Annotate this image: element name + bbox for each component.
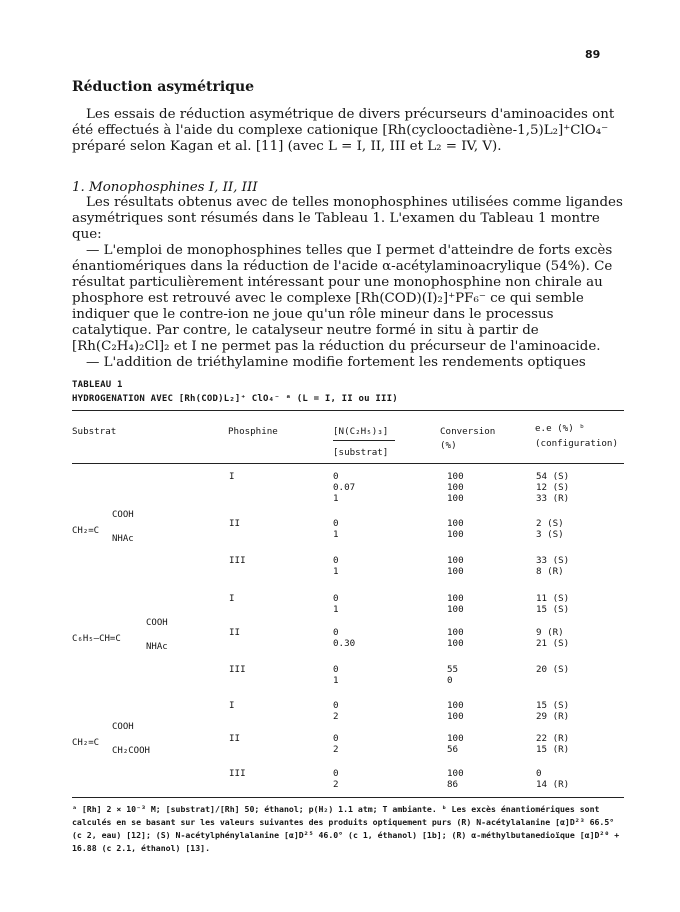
ratio-cell-value: 1: [333, 566, 339, 577]
ee-cell-value: 12 (S): [536, 482, 570, 493]
header-ee: e.e (%) ᵇ: [535, 423, 585, 434]
conversion-cell: [447, 471, 464, 504]
ee-cell-value: 9 (R): [536, 627, 564, 638]
phosphine-cell: III: [229, 664, 246, 675]
ratio-fraction-bar: [333, 440, 395, 441]
phosphine-cell: III: [229, 768, 246, 779]
body-paragraphs: [72, 195, 632, 371]
conversion-cell-value: 100: [447, 493, 464, 504]
substrate-1: [72, 510, 134, 545]
substrate-3-bottom: CH₂COOH: [112, 746, 150, 756]
ee-cell: [536, 471, 569, 504]
ee-cell-value: 54 (S): [536, 471, 570, 482]
ee-cell: [536, 733, 569, 755]
intro-paragraph: [72, 107, 632, 155]
ratio-cell-value: 0: [333, 733, 339, 744]
conversion-cell-value: 100: [447, 768, 464, 779]
ee-cell-value: 8 (R): [536, 566, 564, 577]
ratio-cell: [333, 593, 339, 615]
conversion-cell-value: 100: [447, 482, 464, 493]
conversion-cell-value: 100: [447, 518, 464, 529]
ee-cell-value: 11 (S): [536, 593, 570, 604]
ratio-cell-value: 0: [333, 664, 339, 675]
paragraph-2: — L'emploi de monophosphines telles que I permet d'atteindre de forts excès énantiomériques dans la réduction de l'acide α-acétylaminoacrylique (54%). Ce résultat particulièrement intéressant pour une monophosphine non chirale au phosphore est retrouvé avec le complexe [Rh(COD)(I)₂]⁺PF₆⁻ ce qui semble indiquer que le contre-ion ne joue qu'un rôle mineur dans le processus catalytique. Par contre, le catalyseur neutre formé in situ à partir de [Rh(C₂H₄)₂Cl]₂ et I ne permet pas la réduction du précurseur de l'aminoacide.: [72, 243, 613, 354]
ratio-cell: [333, 627, 355, 649]
ee-cell-value: 22 (R): [536, 733, 570, 744]
ee-cell-value: 33 (S): [536, 555, 570, 566]
ee-cell-value: 21 (S): [536, 638, 570, 649]
ee-cell-value: 15 (R): [536, 744, 570, 755]
ee-cell-value: 20 (S): [536, 664, 570, 675]
ratio-cell-value: 0: [333, 627, 339, 638]
ratio-cell-value: 1: [333, 604, 339, 615]
conversion-cell: [447, 768, 464, 790]
conversion-cell-value: 100: [447, 566, 464, 577]
phosphine-cell: II: [229, 627, 241, 638]
ratio-cell-value: 0: [333, 518, 339, 529]
conversion-cell: [447, 518, 464, 540]
substrate-1-main: CH₂=C: [72, 526, 100, 536]
phosphine-cell: I: [229, 700, 235, 711]
ratio-cell: [333, 518, 339, 540]
conversion-cell-value: 100: [447, 555, 464, 566]
substrate-1-top: COOH: [112, 510, 134, 520]
ee-cell-value: 15 (S): [536, 604, 570, 615]
header-substrat: Substrat: [72, 426, 117, 437]
ee-cell: [536, 627, 569, 649]
table-footnote: [72, 803, 628, 855]
ratio-cell: [333, 700, 339, 722]
ratio-cell-value: 1: [333, 675, 339, 686]
ratio-cell-value: 0: [333, 555, 339, 566]
conversion-cell-value: 100: [447, 711, 464, 722]
section-title: Réduction asymétrique: [72, 79, 255, 95]
conversion-cell: [447, 593, 464, 615]
table-bottom-rule: [72, 797, 624, 798]
ee-cell: [536, 768, 569, 790]
table-header-rule: [72, 463, 624, 464]
conversion-cell: [447, 664, 458, 686]
conversion-cell-value: 100: [447, 593, 464, 604]
phosphine-cell: II: [229, 518, 241, 529]
conversion-cell-value: 100: [447, 627, 464, 638]
ratio-cell-value: 1: [333, 493, 339, 504]
ee-cell: [536, 664, 569, 675]
ee-cell-value: 3 (S): [536, 529, 564, 540]
page-number: 89: [585, 48, 601, 61]
header-phosphine: Phosphine: [228, 426, 278, 437]
conversion-cell-value: 0: [447, 675, 453, 686]
header-ee-config: (configuration): [535, 438, 618, 449]
ee-cell-value: 14 (R): [536, 779, 570, 790]
table-label: TABLEAU 1: [72, 380, 123, 390]
ee-cell-value: 29 (R): [536, 711, 570, 722]
ee-cell-value: 15 (S): [536, 700, 570, 711]
ee-cell: [536, 700, 569, 722]
substrate-3-main: CH₂=C: [72, 738, 100, 748]
table-title: HYDROGENATION AVEC [Rh(COD)L₂]⁺ ClO₄⁻ ᵃ (L = I, II ou III): [72, 394, 398, 404]
ratio-cell: [333, 664, 339, 686]
substrate-3-top: COOH: [112, 722, 134, 732]
phosphine-cell: II: [229, 733, 241, 744]
ratio-cell: [333, 471, 355, 504]
intro-text: Les essais de réduction asymétrique de divers précurseurs d'aminoacides ont été effectués à l'aide du complexe cationique [Rh(cyclooctadiène-1,5)L₂]⁺ClO₄⁻ préparé selon Kagan et al. [11] (avec L = I, II, III et L₂ = IV, V).: [72, 107, 615, 154]
ratio-cell-value: 2: [333, 744, 339, 755]
ratio-cell-value: 2: [333, 779, 339, 790]
phosphine-cell: I: [229, 593, 235, 604]
ee-cell: [536, 593, 569, 615]
conversion-cell-value: 100: [447, 700, 464, 711]
header-conversion: Conversion: [440, 426, 496, 437]
ratio-cell-value: 0.07: [333, 482, 356, 493]
ee-cell: [536, 518, 564, 540]
ee-cell-value: 2 (S): [536, 518, 564, 529]
footnote-text: ᵃ [Rh] 2 × 10⁻³ M; [substrat]/[Rh] 50; éthanol; p(H₂) 1.1 atm; T ambiante. ᵇ Les excès énantiomériques sont calculés en se basant sur les valeurs suivantes des produits optiquement purs (R) N-acétylalanine [α]D²³ 66.5° (c 2, eau) [12]; (S) N-acétylphénylalanine [α]D²⁵ 46.0° (c 1, éthanol) [1b]; (R) α-méthylbutanedioïque [α]D²⁰ + 16.88 (c 2.1, éthanol) [13].: [72, 804, 620, 853]
header-conversion-unit: (%): [440, 440, 457, 451]
conversion-cell: [447, 700, 464, 722]
ratio-cell-value: 0.30: [333, 638, 356, 649]
conversion-cell-value: 56: [447, 744, 459, 755]
conversion-cell-value: 86: [447, 779, 459, 790]
ratio-cell: [333, 555, 339, 577]
conversion-cell-value: 55: [447, 664, 459, 675]
ratio-cell-value: 2: [333, 711, 339, 722]
header-ratio-bottom: [substrat]: [333, 447, 389, 458]
conversion-cell-value: 100: [447, 733, 464, 744]
ee-cell: [536, 555, 569, 577]
phosphine-cell: III: [229, 555, 246, 566]
ee-cell-value: 0: [536, 768, 542, 779]
substrate-3: [72, 722, 150, 757]
conversion-cell: [447, 627, 464, 649]
ratio-cell-value: 0: [333, 768, 339, 779]
conversion-cell-value: 100: [447, 529, 464, 540]
table-top-rule: [72, 410, 624, 411]
subsection-title: 1. Monophosphines I, II, III: [72, 180, 258, 195]
substrate-2-main: C₆H₅—CH=C: [72, 634, 121, 644]
phosphine-cell: I: [229, 471, 235, 482]
substrate-2-top: COOH: [146, 618, 168, 628]
ratio-cell-value: 0: [333, 471, 339, 482]
paragraph-3: — L'addition de triéthylamine modifie fortement les rendements optiques: [86, 355, 586, 370]
conversion-cell-value: 100: [447, 638, 464, 649]
paragraph-1: Les résultats obtenus avec de telles monophosphines utilisées comme ligandes asymétriques sont résumés dans le Tableau 1. L'examen du Tableau 1 montre que:: [72, 195, 623, 242]
ratio-cell-value: 1: [333, 529, 339, 540]
conversion-cell: [447, 733, 464, 755]
conversion-cell: [447, 555, 464, 577]
conversion-cell-value: 100: [447, 604, 464, 615]
ratio-cell: [333, 768, 339, 790]
ratio-cell-value: 0: [333, 700, 339, 711]
ratio-cell-value: 0: [333, 593, 339, 604]
substrate-2: [72, 618, 168, 653]
header-ratio-top: [N(C₂H₅)₃]: [333, 426, 389, 437]
substrate-2-bottom: NHAc: [146, 642, 168, 652]
substrate-1-bottom: NHAc: [112, 534, 134, 544]
ratio-cell: [333, 733, 339, 755]
conversion-cell-value: 100: [447, 471, 464, 482]
ee-cell-value: 33 (R): [536, 493, 570, 504]
